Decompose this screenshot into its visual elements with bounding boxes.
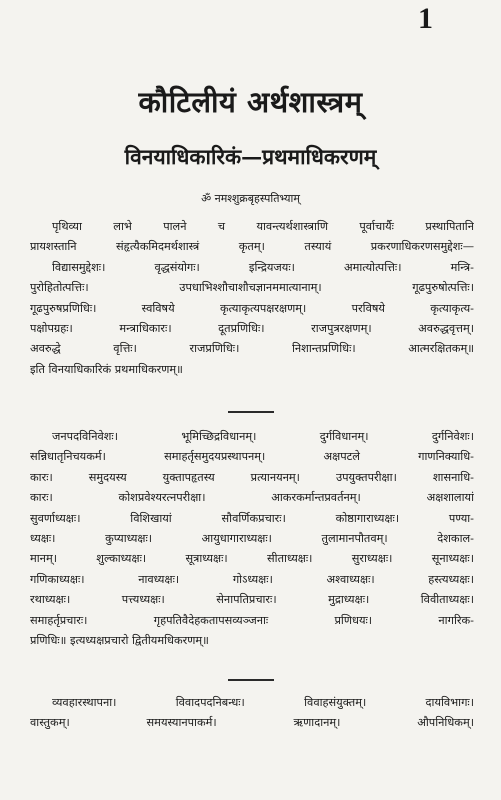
page-title: कौटिलीयं अर्थशास्त्रम् [138,85,363,119]
text-line: व्यवहारस्थापना। विवादपदनिबन्धः। विवाहसंयुक्तम्। दायविभागः। [52,696,474,709]
text-line: गूढपुरुषप्रणिधिः। स्वविषये कृत्याकृत्यपक्षरक्षणम्। परविषये कृत्याकृत्य- [30,301,474,315]
text-line: समाहर्तृप्रचारः। गृहपतिवैदेहकतापसव्यञ्जनाः प्रणिधयः। नागरिक- [30,613,474,627]
text-line: कारः। कोशप्रवेश्यरत्नपरीक्षा। आकरकर्मान्तप्रवर्तनम्। अक्षशालायां [30,491,474,505]
text-line: अवरुद्धे वृत्तिः। राजप्रणिधिः। निशान्तप्रणिधिः। आत्मरक्षितकम्॥ [30,342,474,356]
text-line: ध्यक्षः। कुप्याध्यक्षः। आयुधागाराध्यक्षः। तुलामानपौतवम्। देशकाल- [30,532,474,546]
text-line: विद्यासमुद्देशः। वृद्धसंयोगः। इन्द्रियजयः। अमात्योत्पत्तिः। मन्त्रि- [52,260,474,274]
paragraph-contents-2 [30,427,474,651]
text-line: सुवर्णाध्यक्षः। विशिखायां सौवर्णिकप्रचारः। कोष्ठागाराध्यक्षः। पण्या- [30,511,474,525]
text-line: पृथिव्या लाभे पालने च यावन्त्यर्थशास्त्राणि पूर्वाचार्यैः प्रस्थापितानि [52,220,474,233]
text-line: सन्निधातृनिचयकर्म। समाहर्तृसमुदयप्रस्थापनम्। अक्षपटले गाणनिक्याधि- [30,450,474,464]
text-line: इति विनयाधिकारिकं प्रथमाधिकरणम्॥ [30,362,183,376]
section-heading: विनयाधिकारिकं—प्रथमाधिकरणम् [124,144,377,169]
text-line: रथाध्यक्षः। पत्त्यध्यक्षः। सेनापतिप्रचारः। मुद्राध्यक्षः। विवीताध्यक्षः। [30,593,474,607]
text-line: पुरोहितोत्पत्तिः। उपधाभिश्शौचाशौचज्ञानममात्यानाम्। गूढपुरुषोत्पत्तिः। [30,281,474,295]
paragraph-contents-3 [30,693,474,734]
text-line: प्रायशस्तानि संहृत्यैकमिदमर्थशास्त्रं कृतम्। तस्यायं प्रकरणाधिकरणसमुद्देशः— [30,240,474,254]
invocation-line: ॐ नमश्शुक्रबृहस्पतिभ्याम् [201,192,300,205]
text-line: गणिकाध्यक्षः। नावध्यक्षः। गोऽध्यक्षः। अश्वाध्यक्षः। हस्त्यध्यक्षः। [30,572,474,586]
text-line: पक्षोपग्रहः। मन्त्राधिकारः। दूतप्रणिधिः। राजपुत्ररक्षणम्। अवरुद्धवृत्तम्। [30,322,474,336]
page-number: 1 [418,2,433,35]
paragraph-contents-1 [30,217,474,380]
text-line: प्रणिधिः॥ इत्यध्यक्षप्रचारो द्वितीयमधिकरणम्॥ [30,634,209,648]
text-line: वास्तुकम्। समयस्यानपाकर्म। ऋणादानम्। औपनिधिकम्। [30,716,474,730]
divider [228,679,274,681]
text-line: जनपदविनिवेशः। भूमिच्छिद्रविधानम्। दुर्गविधानम्। दुर्गनिवेशः। [52,430,474,443]
text-line: कारः। समुदयस्य युक्तापहृतस्य प्रत्यानयनम्। उपयुक्तपरीक्षा। शासनाधि- [30,470,474,484]
text-line: मानम्। शुल्काध्यक्षः। सूत्राध्यक्षः। सीताध्यक्षः। सुराध्यक्षः। सूनाध्यक्षः। [30,552,474,566]
divider [228,411,274,413]
